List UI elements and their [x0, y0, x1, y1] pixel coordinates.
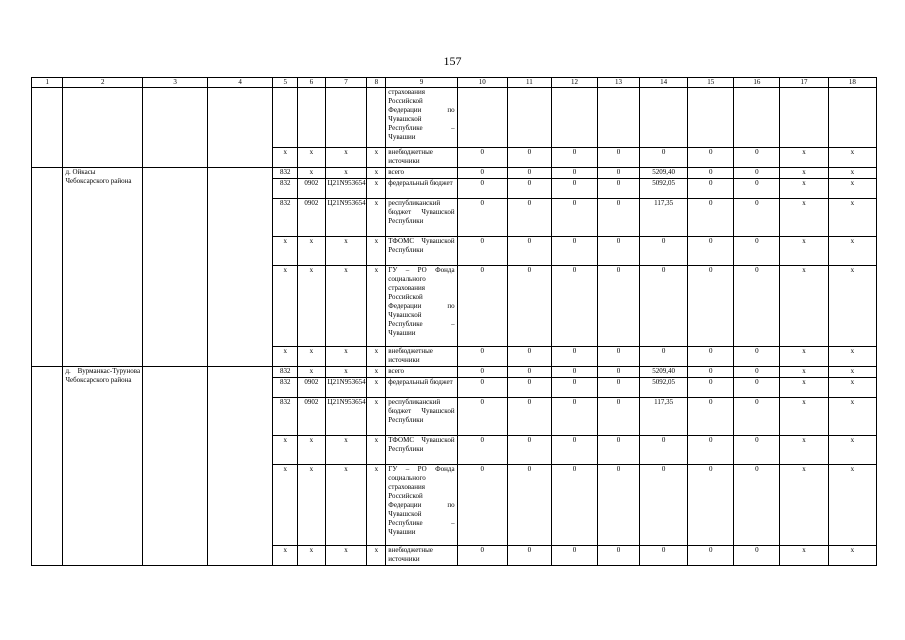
cell: х: [367, 398, 386, 436]
cell: х: [325, 148, 367, 168]
cell: х: [325, 546, 367, 566]
cell: 0902: [298, 199, 325, 237]
source-label: ТФОМС Чувашской Республики: [386, 436, 457, 465]
cell: х: [780, 546, 828, 566]
cell: 0: [551, 347, 597, 367]
cell: 832: [273, 199, 298, 237]
cell: х: [325, 237, 367, 266]
cell: 0: [688, 436, 734, 465]
column-number: 1: [32, 78, 63, 88]
cell: 0: [457, 179, 507, 199]
cell: 0: [688, 179, 734, 199]
cell: 0: [639, 546, 687, 566]
cell: 0: [551, 266, 597, 347]
cell: х: [367, 378, 386, 398]
cell: х: [780, 168, 828, 179]
cell: 832: [273, 378, 298, 398]
cell: 832: [273, 367, 298, 378]
cell: х: [780, 148, 828, 168]
cell: х: [780, 367, 828, 378]
cell: 0: [639, 347, 687, 367]
cell: х: [828, 237, 876, 266]
cell: х: [828, 398, 876, 436]
cell: 0: [688, 266, 734, 347]
cell: 0: [598, 347, 640, 367]
cell: 0: [734, 436, 780, 465]
cell: 0: [551, 179, 597, 199]
source-label: республиканский бюджет Чувашской Республики: [386, 398, 457, 436]
cell: 0: [551, 436, 597, 465]
source-label: всего: [386, 168, 457, 179]
cell: Ц21N953654: [325, 179, 367, 199]
cell: 0: [734, 168, 780, 179]
cell: х: [367, 546, 386, 566]
cell: 0: [507, 179, 551, 199]
cell: 0: [688, 367, 734, 378]
table-row: [32, 88, 877, 148]
source-label: внебюджетные источники: [386, 148, 457, 168]
column-number: 4: [208, 78, 273, 88]
cell: 0: [598, 436, 640, 465]
settlement-name: д. Вурманкас-Турунова Чебоксарского района: [63, 367, 143, 566]
cell: 0: [639, 237, 687, 266]
table-row: [32, 367, 877, 378]
cell: х: [367, 179, 386, 199]
cell: 0: [551, 168, 597, 179]
cell: 0: [734, 465, 780, 546]
column-number: 12: [551, 78, 597, 88]
column-number: 18: [828, 78, 876, 88]
cell: 117,35: [639, 199, 687, 237]
cell: 0: [734, 199, 780, 237]
cell: 0: [688, 199, 734, 237]
cell: х: [367, 237, 386, 266]
column-number: 3: [143, 78, 208, 88]
cell: х: [273, 148, 298, 168]
source-label: страхования Российской Федерации по Чувашской Республике – Чувашии: [386, 88, 457, 148]
cell: 0: [551, 148, 597, 168]
cell: х: [298, 465, 325, 546]
cell: х: [298, 367, 325, 378]
column-number: 11: [507, 78, 551, 88]
cell: х: [298, 436, 325, 465]
cell: х: [298, 237, 325, 266]
cell: 0: [457, 367, 507, 378]
cell: 0: [734, 148, 780, 168]
source-label: ТФОМС Чувашской Республики: [386, 237, 457, 266]
cell: х: [828, 378, 876, 398]
cell: х: [828, 179, 876, 199]
source-label: ГУ – РО Фонда социального страхования Российской Федерации по Чувашской Республике – Чувашии: [386, 266, 457, 347]
cell: 0: [551, 237, 597, 266]
cell: 0: [688, 148, 734, 168]
cell: 0: [507, 148, 551, 168]
cell: 0: [734, 179, 780, 199]
cell: 0: [457, 398, 507, 436]
cell: 0: [598, 465, 640, 546]
cell: х: [273, 546, 298, 566]
cell: 832: [273, 398, 298, 436]
settlement-name: д. Ойкасы Чебоксарского района: [63, 168, 143, 367]
cell: 0: [734, 237, 780, 266]
cell: 0: [551, 367, 597, 378]
cell: 0: [507, 199, 551, 237]
column-number: 15: [688, 78, 734, 88]
cell: 0: [734, 266, 780, 347]
cell: х: [828, 347, 876, 367]
cell: х: [780, 266, 828, 347]
column-number: 8: [367, 78, 386, 88]
cell: 0: [457, 266, 507, 347]
cell: 0: [457, 546, 507, 566]
cell: х: [298, 546, 325, 566]
budget-table: [31, 77, 877, 566]
cell: 0: [598, 378, 640, 398]
cell: х: [367, 199, 386, 237]
source-label: республиканский бюджет Чувашской Республики: [386, 199, 457, 237]
cell: 0: [688, 465, 734, 546]
cell: 0: [551, 199, 597, 237]
cell: х: [828, 546, 876, 566]
cell: 0: [639, 465, 687, 546]
cell: 0: [457, 436, 507, 465]
page-number: 157: [443, 54, 462, 68]
cell: 0: [639, 266, 687, 347]
cell: 5209,40: [639, 168, 687, 179]
cell: х: [273, 347, 298, 367]
cell: 0: [734, 367, 780, 378]
cell: 0: [457, 347, 507, 367]
cell: х: [298, 168, 325, 179]
cell: 0: [598, 179, 640, 199]
cell: 0902: [298, 398, 325, 436]
cell: 0: [457, 148, 507, 168]
cell: 0: [551, 378, 597, 398]
cell: 832: [273, 168, 298, 179]
cell: х: [325, 266, 367, 347]
cell: х: [325, 436, 367, 465]
cell: х: [780, 398, 828, 436]
cell: 0: [734, 398, 780, 436]
cell: х: [780, 347, 828, 367]
cell: 0: [551, 465, 597, 546]
cell: х: [828, 199, 876, 237]
cell: 0: [598, 148, 640, 168]
cell: 117,35: [639, 398, 687, 436]
cell: х: [780, 465, 828, 546]
cell: 0902: [298, 179, 325, 199]
cell: 0: [598, 168, 640, 179]
cell: 0: [688, 347, 734, 367]
cell: х: [828, 148, 876, 168]
cell: 5092,05: [639, 179, 687, 199]
cell: 0: [688, 398, 734, 436]
source-label: федеральный бюджет: [386, 378, 457, 398]
cell: х: [298, 148, 325, 168]
cell: 0: [507, 168, 551, 179]
cell: 0: [457, 237, 507, 266]
cell: 0: [688, 237, 734, 266]
cell: х: [298, 266, 325, 347]
column-number: 13: [598, 78, 640, 88]
cell: 0: [598, 398, 640, 436]
cell: 0: [688, 168, 734, 179]
cell: Ц21N953654: [325, 378, 367, 398]
cell: 0: [734, 546, 780, 566]
cell: 0: [457, 465, 507, 546]
cell: 0: [598, 546, 640, 566]
cell: х: [780, 237, 828, 266]
column-number: 10: [457, 78, 507, 88]
column-number: 17: [780, 78, 828, 88]
cell: х: [367, 465, 386, 546]
cell: х: [367, 148, 386, 168]
column-number: 5: [273, 78, 298, 88]
cell: х: [367, 347, 386, 367]
source-label: всего: [386, 367, 457, 378]
cell: х: [367, 266, 386, 347]
cell: х: [273, 436, 298, 465]
cell: 832: [273, 179, 298, 199]
column-number: 2: [63, 78, 143, 88]
cell: х: [273, 237, 298, 266]
cell: х: [325, 367, 367, 378]
cell: 0: [507, 378, 551, 398]
cell: 0: [639, 436, 687, 465]
cell: 5092,05: [639, 378, 687, 398]
table-row: [32, 168, 877, 179]
cell: 0: [598, 199, 640, 237]
cell: 0: [457, 168, 507, 179]
cell: х: [367, 367, 386, 378]
column-numbers-row: [32, 78, 877, 88]
cell: х: [273, 465, 298, 546]
cell: 0: [551, 398, 597, 436]
cell: х: [780, 199, 828, 237]
cell: х: [325, 465, 367, 546]
cell: х: [780, 179, 828, 199]
cell: х: [828, 266, 876, 347]
cell: х: [325, 347, 367, 367]
cell: х: [828, 367, 876, 378]
cell: 0: [457, 199, 507, 237]
cell: х: [828, 436, 876, 465]
cell: 5209,40: [639, 367, 687, 378]
cell: х: [780, 378, 828, 398]
cell: Ц21N953654: [325, 398, 367, 436]
cell: х: [828, 168, 876, 179]
cell: х: [298, 347, 325, 367]
cell: 0: [598, 367, 640, 378]
cell: 0: [507, 367, 551, 378]
cell: 0: [639, 148, 687, 168]
source-label: внебюджетные источники: [386, 347, 457, 367]
cell: 0: [507, 237, 551, 266]
cell: 0: [507, 266, 551, 347]
column-number: 7: [325, 78, 367, 88]
column-number: 9: [386, 78, 457, 88]
cell: 0: [688, 546, 734, 566]
column-number: 14: [639, 78, 687, 88]
cell: Ц21N953654: [325, 199, 367, 237]
cell: х: [367, 436, 386, 465]
cell: 0902: [298, 378, 325, 398]
cell: 0: [734, 347, 780, 367]
cell: х: [325, 168, 367, 179]
column-number: 16: [734, 78, 780, 88]
cell: 0: [507, 546, 551, 566]
cell: 0: [598, 266, 640, 347]
cell: 0: [507, 465, 551, 546]
cell: х: [828, 465, 876, 546]
cell: 0: [598, 237, 640, 266]
cell: 0: [507, 347, 551, 367]
source-label: федеральный бюджет: [386, 179, 457, 199]
cell: 0: [688, 378, 734, 398]
source-label: ГУ – РО Фонда социального страхования Российской Федерации по Чувашской Республике – Чувашии: [386, 465, 457, 546]
cell: х: [273, 266, 298, 347]
cell: х: [367, 168, 386, 179]
cell: 0: [507, 398, 551, 436]
cell: х: [780, 436, 828, 465]
cell: 0: [551, 546, 597, 566]
cell: 0: [734, 378, 780, 398]
column-number: 6: [298, 78, 325, 88]
cell: 0: [457, 378, 507, 398]
cell: 0: [507, 436, 551, 465]
source-label: внебюджетные источники: [386, 546, 457, 566]
